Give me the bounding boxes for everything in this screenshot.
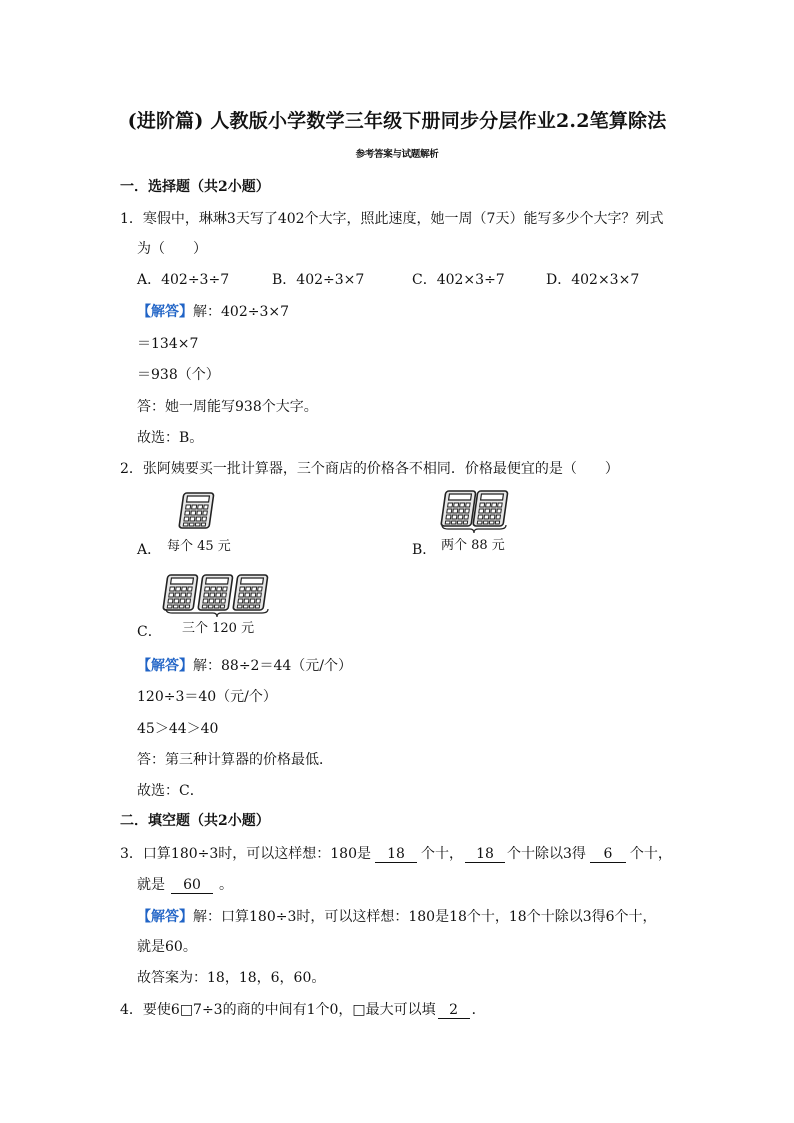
q1-option-c: C．402×3÷7 <box>412 272 505 288</box>
q2-solution-line5: 故选：C． <box>137 783 204 799</box>
q3-solution-text1: 解：口算180÷3时，可以这样想：180是18个十，18个十除以3得6个十， <box>193 909 657 925</box>
q3-text-part1: 3．口算180÷3时，可以这样想：180是 <box>120 846 371 862</box>
q1-option-a: A．402÷3÷7 <box>137 272 230 288</box>
calculator-icon <box>232 574 272 612</box>
q2-option-b-label: B． <box>412 542 437 558</box>
brace-icon <box>440 524 508 534</box>
q3-text-part2: 个十， <box>421 846 463 862</box>
q3-answer-blank-4: 60 <box>171 878 213 894</box>
q1-solution-line2: ＝134×7 <box>137 336 199 352</box>
q3-solution-line2: 就是60。 <box>137 939 197 955</box>
q2-solution-text1: 解：88÷2＝44（元/个） <box>193 658 352 674</box>
q2-option-a-label: A． <box>137 542 162 558</box>
q3-solution-line1 <box>137 906 657 926</box>
q3-answer-blank-1: 18 <box>375 847 417 863</box>
q1-text-line1: 1．寒假中，琳琳3天写了402个大字，照此速度，她一周（7天）能写多少个大字？列式 <box>120 211 664 227</box>
q1-solution-text1: 解：402÷3×7 <box>193 304 289 320</box>
q1-solution-line4: 答：她一周能写938个大字。 <box>137 399 318 415</box>
q2-solution-line2: 120÷3＝40（元/个） <box>137 689 277 705</box>
section-heading-choice: 一．选择题（共2小题） <box>120 179 270 195</box>
q1-solution-tag: 【解答】 <box>137 304 193 320</box>
q1-option-d: D．402×3×7 <box>546 272 640 288</box>
q2-option-a-caption: 每个 45 元 <box>167 539 231 554</box>
q3-line2-suffix: 。 <box>219 877 233 893</box>
calculator-icon <box>162 574 202 612</box>
q3-answer-blank-3: 6 <box>590 847 626 863</box>
q2-option-b-caption: 两个 88 元 <box>441 538 505 553</box>
q1-solution-line5: 故选：B。 <box>137 430 204 446</box>
q2-option-c-label: C． <box>137 624 162 640</box>
q3-answer-blank-2: 18 <box>465 847 505 863</box>
q3-text-line1 <box>120 843 672 863</box>
q2-solution-line3: 45＞44＞40 <box>137 721 219 737</box>
q4-text-part2: ． <box>471 1002 486 1018</box>
q4-answer-blank: 2 <box>438 1003 470 1019</box>
q2-text-line1: 2．张阿姨要买一批计算器，三个商店的价格各不相同．价格最便宜的是（ ） <box>120 461 619 477</box>
section-heading-fill: 二．填空题（共2小题） <box>120 813 270 829</box>
q4-text-part1: 4．要使6□7÷3的商的中间有1个0，□最大可以填 <box>120 1002 436 1018</box>
calculator-icon <box>178 492 218 530</box>
page-title: (进阶篇) 人教版小学数学三年级下册同步分层作业2.2笔算除法 <box>127 110 667 132</box>
q1-solution-line1 <box>137 301 289 321</box>
q3-line2-prefix: 就是 <box>137 877 165 893</box>
q4-text-line1 <box>120 999 486 1019</box>
q3-text-part3: 个十除以3得 <box>507 846 586 862</box>
q2-solution-line1 <box>137 655 352 675</box>
q2-option-c-caption: 三个 120 元 <box>182 621 255 636</box>
q3-text-line2 <box>137 874 233 894</box>
q1-option-b: B．402÷3×7 <box>272 272 365 288</box>
calculator-icon <box>472 490 512 528</box>
q1-solution-line3: ＝938（个） <box>137 367 220 383</box>
q3-solution-line3: 故答案为：18，18，6，60。 <box>137 970 326 986</box>
q3-solution-tag: 【解答】 <box>137 909 193 925</box>
page-subtitle: 参考答案与试题解析 <box>355 149 439 160</box>
q2-solution-tag: 【解答】 <box>137 658 193 674</box>
q3-text-part4: 个十， <box>629 846 672 862</box>
q2-solution-line4: 答：第三种计算器的价格最低． <box>137 752 333 768</box>
calculator-icon <box>197 574 237 612</box>
q1-text-line2: 为（ ） <box>137 241 207 257</box>
